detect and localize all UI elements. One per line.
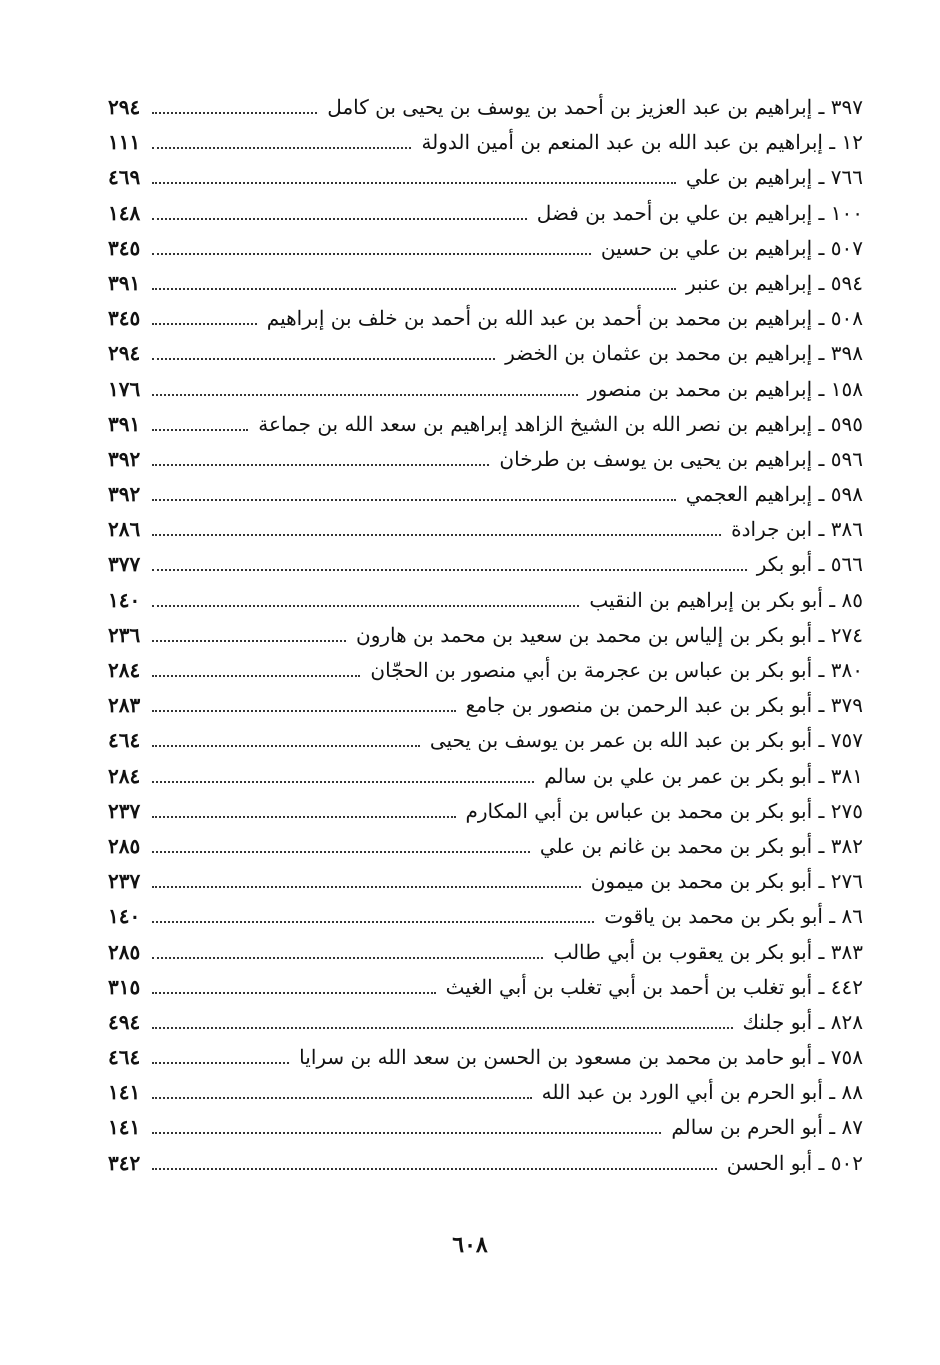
entry-page-number: ٤٦٤ xyxy=(108,1045,141,1070)
dot-leader xyxy=(152,182,676,184)
entry-name: ٣٩٧ ـ إبراهيم بن عبد العزيز بن أحمد بن يوسف بن يحيى بن كامل xyxy=(327,95,863,119)
entry-name: ١٠٠ ـ إبراهيم بن علي بن أحمد بن فضل xyxy=(536,200,863,225)
index-entry xyxy=(108,90,863,125)
entry-name: ٢٧٥ ـ أبو بكر بن محمد بن عباس بن أبي المكارم xyxy=(465,798,863,823)
entry-page-number: ٢٨٣ xyxy=(108,693,141,718)
index-entry xyxy=(108,653,863,688)
entry-page-number: ١١١ xyxy=(108,130,141,155)
index-entry xyxy=(108,1110,863,1145)
dot-leader xyxy=(152,605,579,607)
entry-page-number: ٢٣٧ xyxy=(108,798,141,823)
entry-page-number: ٣٤٥ xyxy=(108,306,141,331)
index-entry xyxy=(108,688,863,723)
entry-name: ١٥٨ ـ إبراهيم بن محمد بن منصور xyxy=(587,376,863,401)
index-entry xyxy=(108,723,863,758)
dot-leader xyxy=(152,147,411,149)
entry-page-number: ٢٨٤ xyxy=(108,658,141,682)
entry-page-number: ١٤٠ xyxy=(108,904,141,929)
entry-page-number: ٢٩٤ xyxy=(108,95,141,119)
entry-name: ١٢ ـ إبراهيم بن عبد الله بن عبد المنعم بن أمين الدولة xyxy=(421,130,863,155)
dot-leader xyxy=(152,957,543,959)
index-entry xyxy=(108,336,863,371)
entry-page-number: ٣٤٥ xyxy=(108,235,141,260)
index-entry xyxy=(108,583,863,618)
entry-name: ٧٥٧ ـ أبو بكر بن عبد الله بن عمر بن يوسف بن يحيى xyxy=(429,728,863,753)
entry-name: ٣٨٢ ـ أبو بكر بن محمد بن غانم بن علي xyxy=(539,833,863,858)
entry-name: ٣٨١ ـ أبو بكر بن عمر بن علي بن سالم xyxy=(544,763,863,788)
dot-leader xyxy=(152,1062,289,1064)
entry-name: ٣٨٣ ـ أبو بكر بن يعقوب بن أبي طالب xyxy=(553,939,863,964)
index-entry xyxy=(108,759,863,794)
dot-leader xyxy=(152,253,591,255)
dot-leader xyxy=(152,218,527,220)
dot-leader xyxy=(152,1097,532,1099)
index-entry xyxy=(108,407,863,442)
entry-name: ٥٩٤ ـ إبراهيم بن عنبر xyxy=(686,270,863,295)
dot-leader xyxy=(152,781,534,783)
entry-page-number: ٢٨٥ xyxy=(108,833,141,858)
dot-leader xyxy=(152,358,495,360)
dot-leader xyxy=(152,816,456,818)
dot-leader xyxy=(152,1168,717,1170)
index-entry xyxy=(108,301,863,336)
entry-name: ٣٨٠ ـ أبو بكر بن عباس بن عجرمة بن أبي منصور بن الحجّان xyxy=(370,658,863,682)
entry-name: ٥٩٥ ـ إبراهيم بن نصر الله بن الشيخ الزاهد إبراهيم بن سعد الله بن جماعة xyxy=(258,411,863,436)
index-entry xyxy=(108,160,863,195)
entry-name: ٥٠٧ ـ إبراهيم بن علي بن حسين xyxy=(600,235,863,260)
entry-page-number: ٣١٥ xyxy=(108,974,141,999)
entry-name: ٧٦٦ ـ إبراهيم بن علي xyxy=(685,165,863,190)
entry-name: ٣٩٨ ـ إبراهيم بن محمد بن عثمان بن الخضر xyxy=(505,341,863,366)
index-entry xyxy=(108,899,863,934)
entry-name: ٨٥ ـ أبو بكر بن إبراهيم بن النقيب xyxy=(589,587,863,612)
page-number: ٦٠٨ xyxy=(452,1232,488,1258)
index-entry xyxy=(108,970,863,1005)
entry-page-number: ٤٦٩ xyxy=(108,165,141,190)
entry-page-number: ١٤٠ xyxy=(108,587,141,612)
dot-leader xyxy=(152,112,317,114)
entry-name: ٢٧٦ ـ أبو بكر بن محمد بن ميمون xyxy=(590,869,863,894)
entry-name: ٤٤٢ ـ أبو تغلب بن أحمد بن أبي تغلب بن أبي الغيث xyxy=(445,974,863,999)
index-entry xyxy=(108,794,863,829)
dot-leader xyxy=(152,323,257,325)
index-entry xyxy=(108,1146,863,1181)
dot-leader xyxy=(152,499,676,501)
entry-page-number: ٢٩٤ xyxy=(108,341,141,366)
dot-leader xyxy=(152,710,456,712)
index-entry xyxy=(108,372,863,407)
entry-name: ٨٦ ـ أبو بكر بن محمد بن ياقوت xyxy=(604,904,863,929)
index-entry xyxy=(108,1040,863,1075)
entry-page-number: ٢٣٦ xyxy=(108,622,141,647)
entry-page-number: ٣٩٢ xyxy=(108,446,141,471)
entry-name: ٧٥٨ ـ أبو حامد بن محمد بن مسعود بن الحسن بن سعد الله بن سرايا xyxy=(299,1045,863,1070)
dot-leader xyxy=(152,921,594,923)
dot-leader xyxy=(152,675,360,677)
index-entry xyxy=(108,442,863,477)
dot-leader xyxy=(152,1132,661,1134)
entry-page-number: ٢٨٦ xyxy=(108,517,141,542)
index-entry xyxy=(108,864,863,899)
entry-name: ٣٧٩ ـ أبو بكر بن عبد الرحمن بن منصور بن جامع xyxy=(465,693,863,718)
entry-page-number: ١٤٨ xyxy=(108,200,141,225)
dot-leader xyxy=(152,534,721,536)
index-entry xyxy=(108,829,863,864)
index-entry xyxy=(108,477,863,512)
entry-name: ٥٩٦ ـ إبراهيم بن يحيى بن يوسف بن طرخان xyxy=(499,446,863,471)
dot-leader xyxy=(152,394,578,396)
entry-name: ٣٨٦ ـ ابن جرادة xyxy=(731,517,863,542)
entry-page-number: ٣٤٢ xyxy=(108,1150,141,1175)
entry-page-number: ٣٩٢ xyxy=(108,482,141,507)
entry-page-number: ٤٩٤ xyxy=(108,1009,141,1034)
entry-name: ٨٢٨ ـ أبو جلنك xyxy=(742,1009,863,1034)
entry-page-number: ١٧٦ xyxy=(108,376,141,401)
entry-page-number: ٣٩١ xyxy=(108,411,141,436)
index-entry xyxy=(108,266,863,301)
dot-leader xyxy=(152,745,420,747)
index-entry xyxy=(108,1005,863,1040)
entry-name: ٨٨ ـ أبو الحرم بن أبي الورد بن عبد الله xyxy=(541,1080,863,1105)
entry-page-number: ٢٨٥ xyxy=(108,939,141,964)
entry-name: ٢٧٤ ـ أبو بكر بن إلياس بن محمد بن سعيد بن محمد بن هارون xyxy=(356,622,863,647)
dot-leader xyxy=(152,886,581,888)
entry-page-number: ١٤١ xyxy=(108,1115,141,1140)
index-entry xyxy=(108,1075,863,1110)
dot-leader xyxy=(152,288,676,290)
entry-name: ٥٦٦ ـ أبو بكر xyxy=(756,552,863,577)
entry-page-number: ٤٦٤ xyxy=(108,728,141,753)
entry-name: ٥٠٢ ـ أبو الحسن xyxy=(726,1150,863,1175)
index-list xyxy=(108,90,863,1181)
index-entry xyxy=(108,196,863,231)
entry-page-number: ٣٩١ xyxy=(108,270,141,295)
dot-leader xyxy=(152,640,346,642)
index-entry xyxy=(108,935,863,970)
entry-page-number: ١٤١ xyxy=(108,1080,141,1105)
index-entry xyxy=(108,125,863,160)
index-entry xyxy=(108,547,863,582)
index-entry xyxy=(108,231,863,266)
entry-name: ٥٩٨ ـ إبراهيم العجمي xyxy=(685,482,863,507)
index-entry xyxy=(108,512,863,547)
dot-leader xyxy=(152,851,530,853)
dot-leader xyxy=(152,464,489,466)
dot-leader xyxy=(152,569,747,571)
entry-name: ٨٧ ـ أبو الحرم بن سالم xyxy=(671,1115,863,1140)
entry-name: ٥٠٨ ـ إبراهيم بن محمد بن أحمد بن عبد الله بن أحمد بن خلف بن إبراهيم xyxy=(266,306,863,331)
dot-leader xyxy=(152,1027,733,1029)
dot-leader xyxy=(152,992,436,994)
entry-page-number: ٣٧٧ xyxy=(108,552,141,577)
index-entry xyxy=(108,618,863,653)
entry-page-number: ٢٨٤ xyxy=(108,763,141,788)
dot-leader xyxy=(152,429,248,431)
entry-page-number: ٢٣٧ xyxy=(108,869,141,894)
